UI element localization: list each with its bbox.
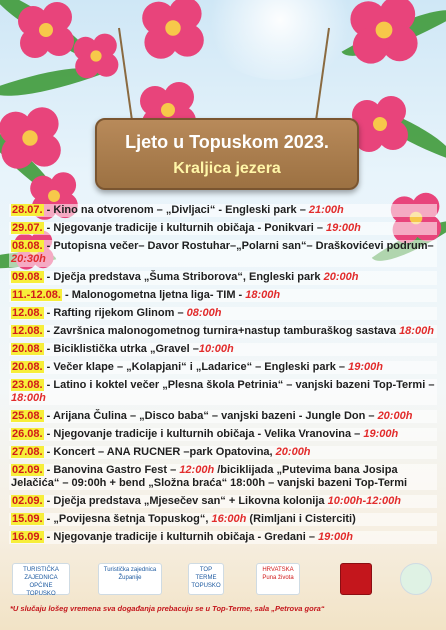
event-time: 16:00h (211, 512, 247, 525)
county-tourist-board-logo (98, 563, 162, 595)
municipality-coat-of-arms (340, 563, 372, 595)
event-description: - Dječja predstava „Šuma Striborova“, Engleski park (46, 271, 324, 284)
event-date: 12.08. (12, 306, 43, 319)
hibiscus-flower (350, 0, 417, 64)
footnote: *U slučaju lošeg vremena sva događanja prebacuju se u Top-Terme, sala „Petrova gora“ (10, 604, 325, 613)
event-time: 18:00h (245, 289, 281, 302)
event-time: 10:00h (198, 342, 234, 355)
event-date: 02.09. (12, 463, 43, 476)
hibiscus-flower (352, 96, 408, 152)
logo-text: HRVATSKA Puna života (262, 567, 294, 581)
logo-text: Turistička zajednica Županije (103, 567, 157, 581)
event-time: 12:00h (179, 463, 215, 476)
event-row (9, 531, 437, 544)
event-row (9, 410, 437, 423)
event-description: - Večer klape – „Kolapjani“ i „Ladarice“ – Engleski park – (46, 360, 349, 373)
sun-glow (200, 0, 360, 80)
event-description: - Njegovanje tradicije i kulturnih običaja - Ponikvari – (46, 221, 327, 234)
event-extra: (Rimljani i Cisterciti) (246, 512, 356, 525)
sign-rope-left (118, 28, 133, 119)
event-time: 20:00h (377, 409, 413, 422)
logo-text: TOP TERME TOPUSKO (191, 567, 221, 589)
tourist-board-topusko-logo (12, 563, 70, 595)
event-row (9, 361, 437, 374)
event-description: - Završnica malonogometnog turnira+nastup tamburaškog sastava (46, 324, 400, 337)
hibiscus-flower (142, 0, 204, 59)
event-description: - Kino na otvorenom – „Divljaci“ - Engleski park – (46, 204, 309, 216)
event-date: 23.08. (12, 378, 43, 391)
event-description: - Koncert – ANA RUCNER –park Opatovina, (46, 445, 276, 458)
event-row (9, 325, 437, 338)
event-row (9, 513, 437, 526)
region-logo (400, 563, 432, 595)
event-date: 20.08. (12, 342, 43, 355)
event-row (9, 343, 437, 356)
event-time: 19:00h (318, 530, 353, 543)
wooden-sign (95, 118, 359, 190)
top-terme-logo (188, 563, 224, 595)
event-extra: /biciklijada „Putevima bana Josipa Jelačića“ – 09:00h + bend „Složna braća“ 18:00h – vanjski bazeni Top-Termi (11, 463, 408, 489)
event-date: 26.08. (12, 427, 43, 440)
event-date: 09.08. (12, 271, 43, 284)
event-row (9, 428, 437, 441)
event-time: 19:00h (348, 360, 383, 373)
event-time: 20:00h (323, 271, 359, 284)
event-time: 19:00h (363, 427, 399, 440)
event-date: 15.09. (12, 512, 43, 525)
event-description: - Dječja predstava „Mjesečev san“ + Likovna kolonija (46, 494, 328, 507)
event-row (9, 204, 437, 217)
hibiscus-flower (0, 107, 61, 169)
event-time: 08:00h (186, 306, 222, 319)
event-row (9, 240, 437, 267)
event-date: 11.-12.08. (12, 289, 61, 302)
event-time: 20:00h (275, 445, 311, 458)
event-description: - Banovina Gastro Fest – (46, 463, 180, 476)
event-row (9, 307, 437, 320)
event-row (9, 289, 437, 302)
event-description: - Malonogometna ljetna liga- TIM - (65, 289, 246, 302)
event-time: 18:00h (399, 324, 434, 337)
sponsor-logos (10, 563, 436, 597)
event-description: - Biciklistička utrka „Gravel – (46, 342, 199, 355)
event-date: 27.08. (12, 445, 43, 458)
event-time: 20:30h (11, 253, 46, 266)
page-title: Ljeto u Topuskom 2023. (125, 132, 329, 152)
hibiscus-flower (74, 34, 119, 79)
event-row (9, 222, 437, 235)
event-date: 20.08. (12, 360, 43, 373)
event-date: 12.08. (12, 324, 43, 337)
hibiscus-flower (18, 2, 74, 58)
event-description: - Njegovanje tradicije i kulturnih običaja - Gredani – (46, 530, 319, 543)
event-date: 29.07. (12, 221, 43, 234)
event-time: 18:00h (11, 391, 46, 404)
event-date: 08.08. (12, 239, 43, 252)
event-time: 10:00h-12:00h (327, 494, 401, 507)
event-description: - Latino i koktel večer „Plesna škola Petrinia“ – vanjski bazeni Top-Termi – (46, 378, 435, 391)
event-row (9, 464, 437, 491)
event-date: 25.08. (12, 409, 43, 422)
event-time: 21:00h (308, 204, 344, 216)
event-row (9, 271, 437, 284)
event-description: - „Povijesna šetnja Topuskog“, (46, 512, 212, 525)
event-description: - Rafting rijekom Glinom – (46, 306, 187, 319)
event-row (9, 379, 437, 406)
event-description: - Njegovanje tradicije i kulturnih običaja - Velika Vranovina – (46, 427, 364, 440)
page-subtitle: Kraljica jezera (173, 160, 281, 177)
event-list (9, 204, 437, 549)
event-row (9, 446, 437, 459)
event-row (9, 495, 437, 508)
event-date: 16.09. (12, 530, 43, 543)
event-date: 02.09. (12, 494, 43, 507)
logo-text: TURISTIČKA ZAJEDNICA OPĆINE TOPUSKO (23, 567, 59, 597)
event-description: - Arijana Čulina – „Disco baba“ – vanjski bazeni - Jungle Don – (46, 409, 378, 422)
event-description: - Putopisna večer– Davor Rostuhar–„Polarni san“– Draškovićevi podrum– (46, 239, 434, 252)
croatia-full-of-life-logo (256, 563, 300, 595)
event-time: 19:00h (326, 221, 361, 234)
event-date: 28.07. (12, 204, 43, 216)
